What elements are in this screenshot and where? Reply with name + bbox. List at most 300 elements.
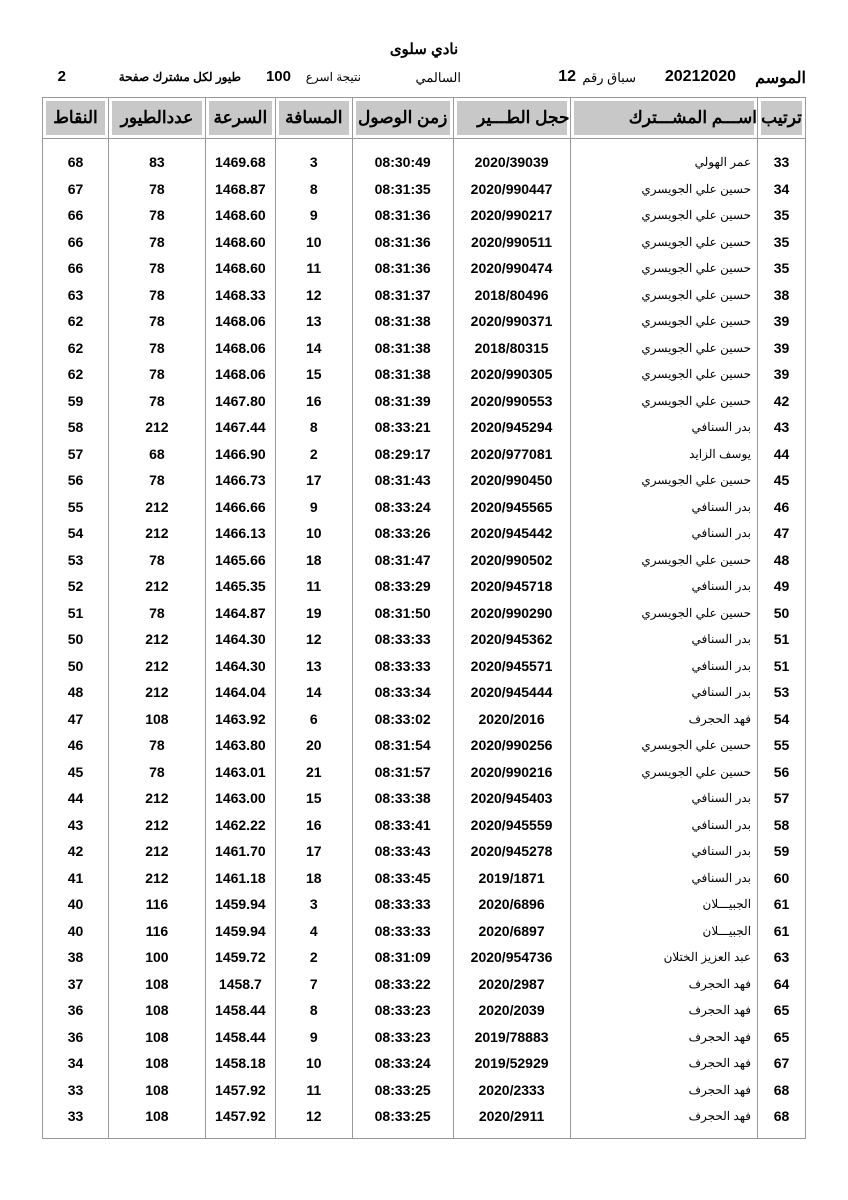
arrival-time-cell: 08:33:22 (352, 971, 453, 998)
speed-cell: 1463.01 (205, 759, 275, 786)
points-cell: 68 (43, 139, 109, 176)
bird-count-cell: 78 (108, 759, 205, 786)
header-distance: المسافة (275, 98, 352, 139)
header-name: اســـم المشـــترك (570, 98, 758, 139)
table-row (43, 335, 806, 362)
participant-name-cell: بدر السنافي (570, 812, 758, 839)
points-cell: 34 (43, 1050, 109, 1077)
distance-cell: 18 (275, 547, 352, 574)
rank-cell: 63 (758, 944, 806, 971)
table-row (43, 494, 806, 521)
race-label: سباق رقم (582, 70, 636, 85)
participant-name-cell: بدر السنافي (570, 653, 758, 680)
bird-count-cell: 108 (108, 997, 205, 1024)
bird-count-cell: 108 (108, 706, 205, 733)
speed-cell: 1466.13 (205, 520, 275, 547)
rank-cell: 47 (758, 520, 806, 547)
table-row (43, 467, 806, 494)
table-row (43, 732, 806, 759)
ring-number-cell: 2020/2016 (453, 706, 570, 733)
table-row (43, 865, 806, 892)
results-table (42, 97, 806, 1139)
points-cell: 58 (43, 414, 109, 441)
rank-cell: 39 (758, 308, 806, 335)
speed-cell: 1467.80 (205, 388, 275, 415)
speed-cell: 1466.66 (205, 494, 275, 521)
distance-cell: 17 (275, 467, 352, 494)
bird-count-cell: 78 (108, 600, 205, 627)
distance-cell: 10 (275, 520, 352, 547)
points-cell: 42 (43, 838, 109, 865)
arrival-time-cell: 08:33:33 (352, 891, 453, 918)
table-row (43, 812, 806, 839)
ring-number-cell: 2020/945559 (453, 812, 570, 839)
participant-name-cell: فهد الحجرف (570, 1077, 758, 1104)
ring-number-cell: 2020/2333 (453, 1077, 570, 1104)
arrival-time-cell: 08:33:34 (352, 679, 453, 706)
participant-name-cell: فهد الحجرف (570, 1050, 758, 1077)
table-row (43, 891, 806, 918)
table-row (43, 997, 806, 1024)
table-row (43, 1050, 806, 1077)
ring-number-cell: 2020/990217 (453, 202, 570, 229)
distance-cell: 20 (275, 732, 352, 759)
bird-count-cell: 78 (108, 388, 205, 415)
distance-cell: 15 (275, 785, 352, 812)
ring-number-cell: 2020/945718 (453, 573, 570, 600)
speed-cell: 1464.87 (205, 600, 275, 627)
table-row (43, 308, 806, 335)
bird-count-cell: 78 (108, 547, 205, 574)
points-cell: 47 (43, 706, 109, 733)
points-cell: 59 (43, 388, 109, 415)
points-cell: 53 (43, 547, 109, 574)
rank-cell: 46 (758, 494, 806, 521)
arrival-time-cell: 08:33:33 (352, 918, 453, 945)
table-row (43, 918, 806, 945)
participant-name-cell: حسين علي الجويسري (570, 547, 758, 574)
ring-number-cell: 2019/78883 (453, 1024, 570, 1051)
rank-cell: 65 (758, 1024, 806, 1051)
table-row (43, 520, 806, 547)
participant-name-cell: حسين علي الجويسري (570, 732, 758, 759)
speed-cell: 1466.90 (205, 441, 275, 468)
bird-count-cell: 212 (108, 838, 205, 865)
points-cell: 52 (43, 573, 109, 600)
bird-count-cell: 78 (108, 308, 205, 335)
rank-cell: 55 (758, 732, 806, 759)
table-row (43, 600, 806, 627)
bird-count-cell: 78 (108, 255, 205, 282)
participant-name-cell: حسين علي الجويسري (570, 335, 758, 362)
participant-name-cell: بدر السنافي (570, 494, 758, 521)
arrival-time-cell: 08:31:39 (352, 388, 453, 415)
points-cell: 54 (43, 520, 109, 547)
ring-number-cell: 2020/990290 (453, 600, 570, 627)
speed-cell: 1458.7 (205, 971, 275, 998)
rank-cell: 51 (758, 653, 806, 680)
points-cell: 37 (43, 971, 109, 998)
ring-number-cell: 2018/80496 (453, 282, 570, 309)
points-cell: 45 (43, 759, 109, 786)
arrival-time-cell: 08:31:50 (352, 600, 453, 627)
points-cell: 40 (43, 891, 109, 918)
rank-cell: 53 (758, 679, 806, 706)
arrival-time-cell: 08:31:38 (352, 308, 453, 335)
table-row (43, 971, 806, 998)
ring-number-cell: 2020/6896 (453, 891, 570, 918)
ring-number-cell: 2020/990305 (453, 361, 570, 388)
arrival-time-cell: 08:33:25 (352, 1103, 453, 1138)
points-cell: 56 (43, 467, 109, 494)
race-number: 12 (558, 68, 576, 85)
rank-cell: 54 (758, 706, 806, 733)
arrival-time-cell: 08:33:29 (352, 573, 453, 600)
points-cell: 33 (43, 1103, 109, 1138)
participant-name-cell: بدر السنافي (570, 679, 758, 706)
bird-count-cell: 78 (108, 202, 205, 229)
points-cell: 50 (43, 653, 109, 680)
points-cell: 40 (43, 918, 109, 945)
points-cell: 66 (43, 255, 109, 282)
table-row (43, 759, 806, 786)
arrival-time-cell: 08:31:36 (352, 255, 453, 282)
ring-number-cell: 2020/6897 (453, 918, 570, 945)
speed-cell: 1468.06 (205, 335, 275, 362)
bird-count-cell: 68 (108, 441, 205, 468)
bird-count-cell: 108 (108, 1050, 205, 1077)
arrival-time-cell: 08:33:26 (352, 520, 453, 547)
bird-count-cell: 116 (108, 918, 205, 945)
header-birds: عددالطيور (108, 98, 205, 139)
distance-cell: 11 (275, 255, 352, 282)
arrival-time-cell: 08:33:23 (352, 997, 453, 1024)
distance-cell: 8 (275, 997, 352, 1024)
points-cell: 62 (43, 308, 109, 335)
rank-cell: 50 (758, 600, 806, 627)
distance-cell: 18 (275, 865, 352, 892)
arrival-time-cell: 08:33:33 (352, 653, 453, 680)
arrival-time-cell: 08:31:38 (352, 361, 453, 388)
participant-name-cell: فهد الحجرف (570, 706, 758, 733)
distance-cell: 12 (275, 282, 352, 309)
points-cell: 44 (43, 785, 109, 812)
participant-name-cell: فهد الحجرف (570, 1024, 758, 1051)
distance-cell: 19 (275, 600, 352, 627)
speed-cell: 1461.18 (205, 865, 275, 892)
arrival-time-cell: 08:33:25 (352, 1077, 453, 1104)
points-cell: 51 (43, 600, 109, 627)
rank-cell: 43 (758, 414, 806, 441)
participant-name-cell: حسين علي الجويسري (570, 255, 758, 282)
participant-name-cell: حسين علي الجويسري (570, 388, 758, 415)
table-row (43, 1024, 806, 1051)
race-info (42, 68, 806, 90)
distance-cell: 13 (275, 308, 352, 335)
table-row (43, 1103, 806, 1138)
ring-number-cell: 2020/990511 (453, 229, 570, 256)
rank-cell: 48 (758, 547, 806, 574)
rank-cell: 57 (758, 785, 806, 812)
rank-cell: 38 (758, 282, 806, 309)
participant-name-cell: حسين علي الجويسري (570, 600, 758, 627)
points-cell: 63 (43, 282, 109, 309)
participant-name-cell: بدر السنافي (570, 838, 758, 865)
distance-cell: 2 (275, 441, 352, 468)
ring-number-cell: 2020/945278 (453, 838, 570, 865)
speed-cell: 1457.92 (205, 1103, 275, 1138)
speed-cell: 1462.22 (205, 812, 275, 839)
participant-name-cell: عبد العزيز الختلان (570, 944, 758, 971)
distance-cell: 14 (275, 679, 352, 706)
ring-number-cell: 2020/945362 (453, 626, 570, 653)
table-row (43, 282, 806, 309)
rank-cell: 35 (758, 255, 806, 282)
speed-cell: 1459.94 (205, 891, 275, 918)
distance-cell: 4 (275, 918, 352, 945)
points-cell: 46 (43, 732, 109, 759)
speed-cell: 1458.44 (205, 1024, 275, 1051)
arrival-time-cell: 08:33:33 (352, 626, 453, 653)
points-cell: 36 (43, 1024, 109, 1051)
ring-number-cell: 2020/945565 (453, 494, 570, 521)
bird-count-cell: 108 (108, 1103, 205, 1138)
speed-cell: 1458.18 (205, 1050, 275, 1077)
table-row (43, 653, 806, 680)
rank-cell: 61 (758, 918, 806, 945)
speed-cell: 1457.92 (205, 1077, 275, 1104)
ring-number-cell: 2019/1871 (453, 865, 570, 892)
arrival-time-cell: 08:33:23 (352, 1024, 453, 1051)
arrival-time-cell: 08:31:37 (352, 282, 453, 309)
arrival-time-cell: 08:31:36 (352, 229, 453, 256)
speed-cell: 1459.94 (205, 918, 275, 945)
participant-name-cell: حسين علي الجويسري (570, 282, 758, 309)
distance-cell: 7 (275, 971, 352, 998)
fastest-value: 100 (265, 68, 291, 85)
distance-cell: 9 (275, 1024, 352, 1051)
points-cell: 48 (43, 679, 109, 706)
bird-count-cell: 78 (108, 282, 205, 309)
ring-number-cell: 2020/945403 (453, 785, 570, 812)
speed-cell: 1468.60 (205, 255, 275, 282)
rank-cell: 65 (758, 997, 806, 1024)
points-cell: 62 (43, 335, 109, 362)
page-number: 2 (57, 68, 66, 85)
bird-count-cell: 108 (108, 971, 205, 998)
distance-cell: 21 (275, 759, 352, 786)
rank-cell: 33 (758, 139, 806, 176)
arrival-time-cell: 08:33:24 (352, 494, 453, 521)
distance-cell: 12 (275, 626, 352, 653)
rank-cell: 64 (758, 971, 806, 998)
table-row (43, 441, 806, 468)
table-row (43, 176, 806, 203)
arrival-time-cell: 08:33:45 (352, 865, 453, 892)
ring-number-cell: 2020/945442 (453, 520, 570, 547)
rank-cell: 59 (758, 838, 806, 865)
rank-cell: 68 (758, 1103, 806, 1138)
speed-cell: 1468.06 (205, 308, 275, 335)
ring-number-cell: 2020/990502 (453, 547, 570, 574)
bird-count-cell: 212 (108, 812, 205, 839)
points-cell: 43 (43, 812, 109, 839)
rank-cell: 39 (758, 335, 806, 362)
rank-cell: 61 (758, 891, 806, 918)
bird-count-cell: 212 (108, 626, 205, 653)
table-row (43, 679, 806, 706)
participant-name-cell: حسين علي الجويسري (570, 229, 758, 256)
ring-number-cell: 2018/80315 (453, 335, 570, 362)
distance-cell: 3 (275, 891, 352, 918)
distance-cell: 17 (275, 838, 352, 865)
participant-name-cell: حسين علي الجويسري (570, 361, 758, 388)
table-row (43, 229, 806, 256)
bird-count-cell: 212 (108, 573, 205, 600)
arrival-time-cell: 08:33:02 (352, 706, 453, 733)
bird-count-cell: 78 (108, 335, 205, 362)
arrival-time-cell: 08:33:41 (352, 812, 453, 839)
bird-count-cell: 212 (108, 494, 205, 521)
distance-cell: 12 (275, 1103, 352, 1138)
distance-cell: 10 (275, 229, 352, 256)
table-row (43, 414, 806, 441)
rank-cell: 34 (758, 176, 806, 203)
ring-number-cell: 2020/990371 (453, 308, 570, 335)
distance-cell: 2 (275, 944, 352, 971)
table-row (43, 361, 806, 388)
rank-cell: 42 (758, 388, 806, 415)
points-cell: 38 (43, 944, 109, 971)
participant-name-cell: بدر السنافي (570, 626, 758, 653)
table-row (43, 706, 806, 733)
speed-cell: 1466.73 (205, 467, 275, 494)
bird-count-cell: 212 (108, 785, 205, 812)
distance-cell: 8 (275, 176, 352, 203)
points-cell: 66 (43, 202, 109, 229)
ring-number-cell: 2020/945444 (453, 679, 570, 706)
bird-count-cell: 83 (108, 139, 205, 176)
speed-cell: 1463.92 (205, 706, 275, 733)
rank-cell: 35 (758, 229, 806, 256)
bird-count-cell: 212 (108, 679, 205, 706)
points-cell: 57 (43, 441, 109, 468)
distance-cell: 15 (275, 361, 352, 388)
season-label: الموسم (755, 70, 806, 87)
region: السالمي (415, 70, 461, 85)
per-label: طيور لكل مشترك صفحة (118, 70, 241, 84)
speed-cell: 1464.30 (205, 653, 275, 680)
header-points: النقاط (43, 98, 109, 139)
arrival-time-cell: 08:31:43 (352, 467, 453, 494)
speed-cell: 1468.60 (205, 202, 275, 229)
distance-cell: 16 (275, 388, 352, 415)
header-rank: ترتيب (758, 98, 806, 139)
rank-cell: 39 (758, 361, 806, 388)
table-row (43, 255, 806, 282)
ring-number-cell: 2020/2911 (453, 1103, 570, 1138)
arrival-time-cell: 08:31:47 (352, 547, 453, 574)
arrival-time-cell: 08:31:57 (352, 759, 453, 786)
speed-cell: 1464.04 (205, 679, 275, 706)
season-value: 20212020 (664, 68, 736, 85)
distance-cell: 13 (275, 653, 352, 680)
ring-number-cell: 2020/945571 (453, 653, 570, 680)
arrival-time-cell: 08:29:17 (352, 441, 453, 468)
table-row (43, 944, 806, 971)
ring-number-cell: 2020/2039 (453, 997, 570, 1024)
ring-number-cell: 2020/990450 (453, 467, 570, 494)
rank-cell: 67 (758, 1050, 806, 1077)
speed-cell: 1468.87 (205, 176, 275, 203)
rank-cell: 58 (758, 812, 806, 839)
bird-count-cell: 116 (108, 891, 205, 918)
participant-name-cell: بدر السنافي (570, 865, 758, 892)
arrival-time-cell: 08:33:24 (352, 1050, 453, 1077)
points-cell: 41 (43, 865, 109, 892)
rank-cell: 68 (758, 1077, 806, 1104)
table-row (43, 573, 806, 600)
bird-count-cell: 78 (108, 229, 205, 256)
ring-number-cell: 2020/2987 (453, 971, 570, 998)
speed-cell: 1469.68 (205, 139, 275, 176)
participant-name-cell: حسين علي الجويسري (570, 308, 758, 335)
points-cell: 55 (43, 494, 109, 521)
arrival-time-cell: 08:33:38 (352, 785, 453, 812)
club-title: نادي سلوى (389, 41, 459, 58)
arrival-time-cell: 08:33:21 (352, 414, 453, 441)
bird-count-cell: 100 (108, 944, 205, 971)
participant-name-cell: بدر السنافي (570, 414, 758, 441)
header-arrival-time: زمن الوصول (352, 98, 453, 139)
participant-name-cell: حسين علي الجويسري (570, 467, 758, 494)
rank-cell: 56 (758, 759, 806, 786)
rank-cell: 60 (758, 865, 806, 892)
table-row (43, 838, 806, 865)
arrival-time-cell: 08:31:54 (352, 732, 453, 759)
rank-cell: 51 (758, 626, 806, 653)
speed-cell: 1464.30 (205, 626, 275, 653)
ring-number-cell: 2020/990216 (453, 759, 570, 786)
table-row (43, 626, 806, 653)
participant-name-cell: حسين علي الجويسري (570, 759, 758, 786)
participant-name-cell: حسين علي الجويسري (570, 202, 758, 229)
rank-cell: 45 (758, 467, 806, 494)
speed-cell: 1459.72 (205, 944, 275, 971)
distance-cell: 3 (275, 139, 352, 176)
ring-number-cell: 2020/954736 (453, 944, 570, 971)
speed-cell: 1468.33 (205, 282, 275, 309)
header-speed: السرعة (205, 98, 275, 139)
rank-cell: 49 (758, 573, 806, 600)
table-row (43, 547, 806, 574)
rank-cell: 44 (758, 441, 806, 468)
speed-cell: 1465.66 (205, 547, 275, 574)
participant-name-cell: عمر الهولي (570, 139, 758, 176)
arrival-time-cell: 08:31:38 (352, 335, 453, 362)
points-cell: 33 (43, 1077, 109, 1104)
ring-number-cell: 2020/990553 (453, 388, 570, 415)
bird-count-cell: 108 (108, 1024, 205, 1051)
ring-number-cell: 2020/945294 (453, 414, 570, 441)
table-row (43, 1077, 806, 1104)
distance-cell: 10 (275, 1050, 352, 1077)
ring-number-cell: 2020/990256 (453, 732, 570, 759)
bird-count-cell: 108 (108, 1077, 205, 1104)
distance-cell: 11 (275, 573, 352, 600)
ring-number-cell: 2019/52929 (453, 1050, 570, 1077)
rank-cell: 35 (758, 202, 806, 229)
